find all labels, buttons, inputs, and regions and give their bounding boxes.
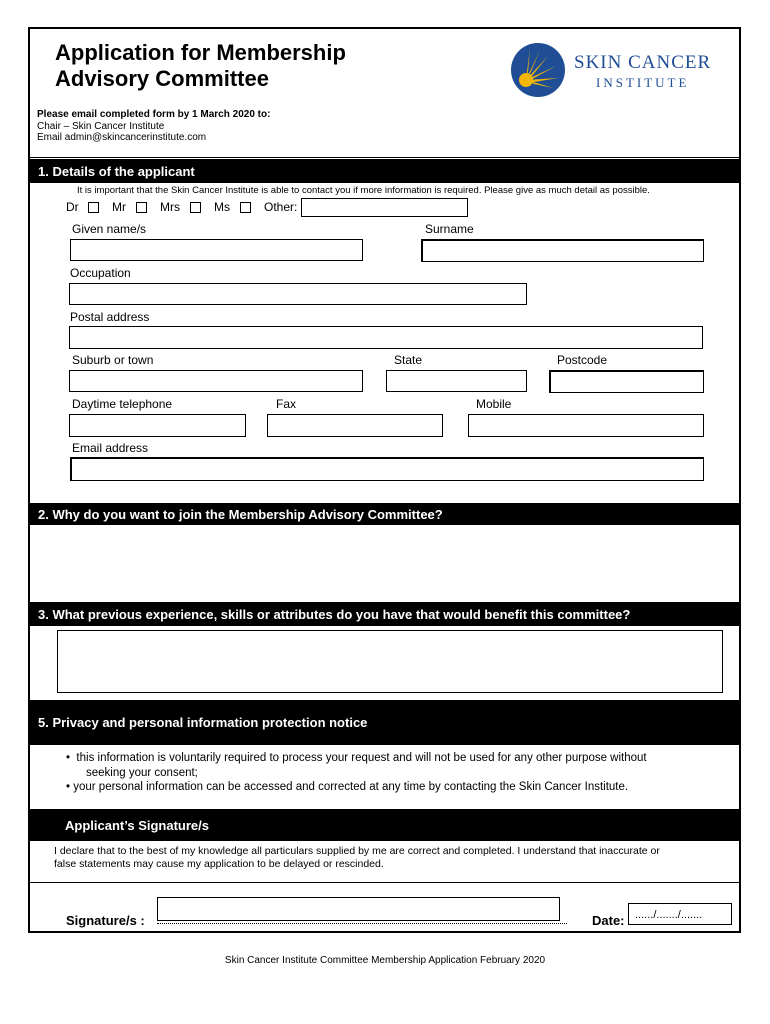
- header-divider: [28, 157, 741, 158]
- fax-field[interactable]: [267, 414, 443, 437]
- email-instructions: [37, 109, 270, 144]
- suburb-field[interactable]: [69, 370, 363, 392]
- occupation-field[interactable]: [69, 283, 527, 305]
- postcode-field[interactable]: [549, 370, 704, 393]
- email-line: Email admin@skincancerinstitute.com: [37, 132, 207, 143]
- privacy-bullet-1-line2: seeking your consent;: [86, 767, 198, 779]
- signature-dotted-line: [157, 923, 567, 924]
- experience-field[interactable]: [57, 630, 723, 693]
- declaration-line1: I declare that to the best of my knowledge all particulars supplied by me are correct and completed. I understand that inaccurate or: [54, 845, 660, 857]
- date-placeholder: ....../......./.......: [635, 909, 703, 921]
- privacy-bullet-2: • your personal information can be accessed and corrected at any time by contacting the Skin Cancer Institute.: [66, 781, 629, 793]
- title-mr-checkbox[interactable]: [136, 202, 147, 213]
- daytime-phone-field[interactable]: [69, 414, 246, 437]
- logo-text-line2: INSTITUTE: [596, 75, 690, 90]
- section2-heading: 2. Why do you want to join the Membership Advisory Committee?: [30, 503, 739, 525]
- title-line-2: Advisory Committee: [55, 66, 269, 91]
- declaration: [54, 845, 660, 871]
- chair-line: Chair – Skin Cancer Institute: [37, 120, 165, 132]
- state-field[interactable]: [386, 370, 527, 392]
- signature-label: Signature/s :: [66, 913, 145, 928]
- daytime-label: Daytime telephone: [72, 397, 173, 411]
- footer: Skin Cancer Institute Committee Membership Application February 2020: [224, 955, 546, 966]
- sun-logo-icon: [510, 42, 570, 98]
- surname-field[interactable]: [421, 239, 704, 262]
- email-instruction: Please email completed form by 1 March 2020 to:: [37, 109, 271, 120]
- postal-label: Postal address: [70, 310, 150, 324]
- title-dr-checkbox[interactable]: [88, 202, 99, 213]
- given-names-label: Given name/s: [72, 222, 147, 236]
- suburb-label: Suburb or town: [72, 353, 154, 367]
- signature-field[interactable]: [157, 897, 560, 921]
- section5-heading: 5. Privacy and personal information protection notice: [30, 700, 739, 745]
- title-other-label: Other:: [264, 200, 298, 214]
- surname-label: Surname: [425, 222, 474, 236]
- occupation-label: Occupation: [70, 266, 131, 280]
- title-mrs-label: Mrs: [160, 200, 180, 214]
- title-mr-label: Mr: [112, 200, 126, 214]
- date-label: Date:: [592, 913, 625, 928]
- email-label: Email address: [72, 441, 149, 455]
- title-ms-checkbox[interactable]: [240, 202, 251, 213]
- title-dr-label: Dr: [66, 200, 79, 214]
- logo-text-line1: SKIN CANCER: [574, 52, 712, 73]
- signature-divider: [30, 882, 739, 883]
- postcode-label: Postcode: [557, 353, 608, 367]
- given-names-field[interactable]: [70, 239, 363, 261]
- privacy-bullet-1-line1: this information is voluntarily required to process your request and will not be used for any other purpose without: [76, 752, 647, 764]
- title-line-1: Application for Membership: [55, 40, 346, 65]
- section1-heading: 1. Details of the applicant: [30, 159, 739, 183]
- privacy-bullet-2-text: your personal information can be accessed and corrected at any time by contacting the Skin Cancer Institute.: [73, 781, 629, 793]
- mobile-field[interactable]: [468, 414, 704, 437]
- declaration-line2: false statements may cause my application to be delayed or rescinded.: [54, 858, 384, 870]
- why-join-area[interactable]: [32, 527, 737, 599]
- date-field[interactable]: [628, 903, 732, 925]
- signature-heading: Applicant’s Signature/s: [30, 809, 739, 841]
- page-title: [55, 40, 346, 92]
- section1-note: It is important that the Skin Cancer Institute is able to contact you if more information is required. Please give as much detail as possible.: [77, 185, 650, 196]
- title-mrs-checkbox[interactable]: [190, 202, 201, 213]
- state-label: State: [394, 353, 423, 367]
- email-field[interactable]: [70, 457, 704, 481]
- title-ms-label: Ms: [214, 200, 230, 214]
- postal-address-field[interactable]: [69, 326, 703, 349]
- institute-logo: [510, 42, 726, 98]
- section3-heading: 3. What previous experience, skills or attributes do you have that would benefit this committee?: [30, 602, 739, 626]
- mobile-label: Mobile: [476, 397, 512, 411]
- privacy-bullet-1: • this information is voluntarily required to process your request and will not be used for any other purpose without seeking your consent;: [66, 751, 736, 781]
- title-other-field[interactable]: [301, 198, 468, 217]
- fax-label: Fax: [276, 397, 297, 411]
